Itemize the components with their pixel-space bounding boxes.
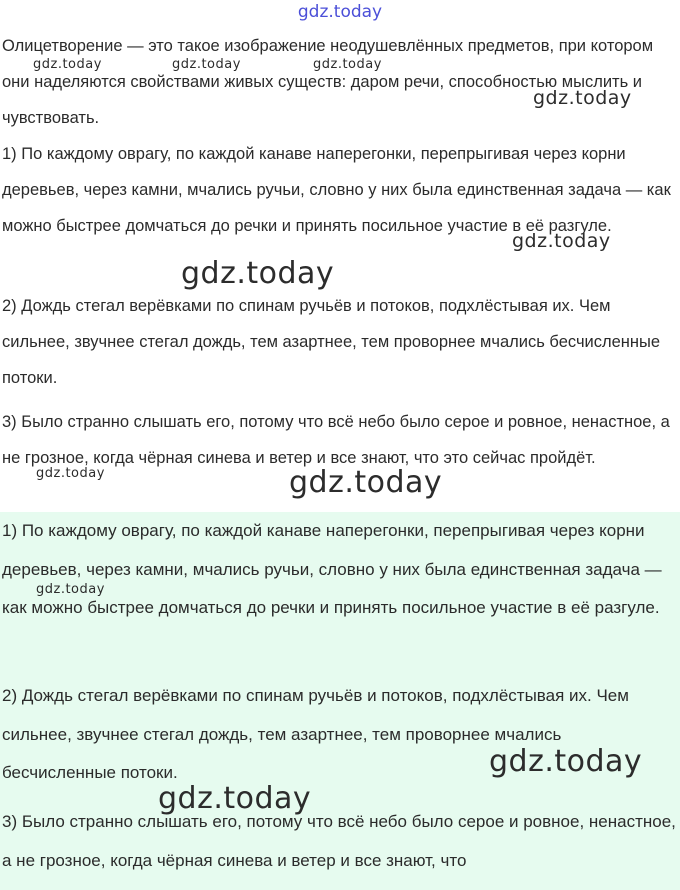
example-paragraph-3: 3) Было странно слышать его, потому что всё небо было серое и ровное, ненастное, а не грозное, когда чёрная синева и ветер и все знают, что это сейчас пройдёт. <box>2 413 670 467</box>
watermark: gdz.today <box>181 256 335 291</box>
watermark: gdz.today <box>512 230 611 252</box>
watermark: gdz.today <box>33 57 102 72</box>
watermark: gdz.today <box>533 87 632 109</box>
watermark: gdz.today <box>313 57 382 72</box>
answer-block <box>0 512 680 890</box>
watermark: gdz.today <box>489 744 643 779</box>
example-paragraph-1: 1) По каждому оврагу, по каждой канаве наперегонки, перепрыгивая через корни деревьев, через камни, мчались ручьи, словно у них была единственная задача — как можно быстрее домчаться до речки и принять посильное участие в её разгуле. <box>2 145 671 235</box>
example-paragraph-2: 2) Дождь стегал верёвками по спинам ручьёв и потоков, подхлёстывая их. Чем сильнее, звучнее стегал дождь, тем азартнее, тем проворнее мчались бесчисленные потоки. <box>2 297 661 387</box>
definition-paragraph: Олицетворение — это такое изображение неодушевлённых предметов, при котором они наделяются свойствами живых существ: даром речи, способностью мыслить и чувствовать. <box>2 37 654 127</box>
watermark: gdz.today <box>36 582 105 597</box>
answer-paragraph-3: 3) Было странно слышать его, потому что всё небо было серое и ровное, ненастное, а не грозное, когда чёрная синева и ветер и все знают, что <box>2 812 676 870</box>
answer-paragraph-2: 2) Дождь стегал верёвками по спинам ручьёв и потоков, подхлёстывая их. Чем сильнее, звучнее стегал дождь, тем азартнее, тем проворнее мчались бесчисленные потоки. <box>2 686 629 782</box>
watermark: gdz.today <box>172 57 241 72</box>
watermark: gdz.today <box>289 465 443 500</box>
watermark: gdz.today <box>158 781 312 816</box>
site-watermark-header: gdz.today <box>297 2 383 22</box>
answer-paragraph-1: 1) По каждому оврагу, по каждой канаве наперегонки, перепрыгивая через корни деревьев, через камни, мчались ручьи, словно у них была единственная задача — как можно быстрее домчаться до речки и принять посильное участие в её разгуле. <box>2 521 662 617</box>
watermark: gdz.today <box>36 466 105 481</box>
